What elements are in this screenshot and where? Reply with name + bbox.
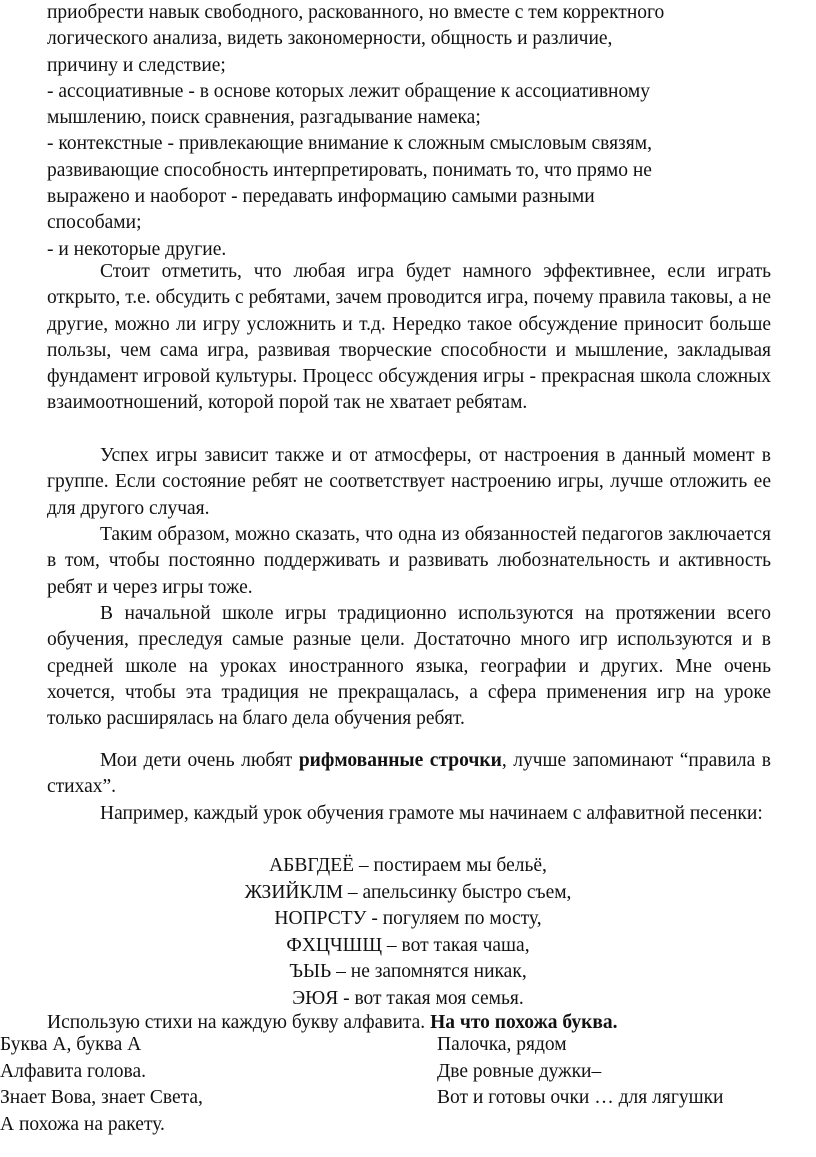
- alphabet-song: [0, 853, 816, 1013]
- poem-right-line: Палочка, рядом: [437, 1034, 567, 1055]
- poem-right-column: [437, 1032, 724, 1112]
- poem-right-line: Вот и готовы очки … для лягушки: [437, 1087, 724, 1108]
- list-line: выражено и наоборот - передавать информацию самыми разными: [47, 186, 595, 208]
- paragraph-alphabet-intro: Например, каждый урок обучения грамоте мы начинаем с алфавитной песенки:: [100, 803, 763, 824]
- list-line: - ассоциативные - в основе которых лежит обращение к ассоциативному: [47, 80, 650, 102]
- poem-left-line: Знает Вова, знает Света,: [0, 1087, 203, 1108]
- list-line: - контекстные - привлекающие внимание к сложным смысловым связям,: [47, 133, 652, 155]
- paragraph-open-play: Стоит отметить, что любая игра будет намного эффективнее, если играть открыто, т.е. обсудить с ребятами, зачем проводится игра, почему правила таковы, а не другие, можно ли игру усложнить и т.д. Нередко такое обсуждение приносит больше пользы, чем сама игра, развивая творческие способности и мышление, закладывая фундамент игровой культуры. Процесс обсуждения игры - прекрасная школа сложных взаимоотношений, которой порой так не хватает ребятам.: [47, 261, 771, 414]
- paragraph-conclusion: Таким образом, можно сказать, что одна из обязанностей педагогов заключается в том, чтобы постоянно поддерживать и развивать любознательность и активность ребят и через игры тоже.: [47, 524, 771, 598]
- list-line: - и некоторые другие.: [47, 238, 227, 260]
- list-block: [47, 0, 771, 263]
- rhymes-text-start: Мои дети очень любят: [100, 750, 299, 771]
- poem-left-column: [0, 1032, 203, 1138]
- poems-intro-bold: На что похожа буква.: [430, 1012, 618, 1033]
- rhymes-text-end: , лучше запоминают “правила в стихах”.: [47, 750, 771, 798]
- list-line: логического анализа, видеть закономерности, общность и различие,: [47, 28, 613, 50]
- list-line: развивающие способность интерпретировать, понимать то, что прямо не: [47, 159, 652, 181]
- song-line: ЖЗИЙКЛМ – апельсинку быстро съем,: [244, 881, 572, 903]
- list-line: способами;: [47, 212, 142, 234]
- list-line: мышлению, поиск сравнения, разгадывание намека;: [47, 107, 481, 129]
- song-line: АБВГДЕЁ – постираем мы бельё,: [269, 855, 547, 876]
- list-line: приобрести навык свободного, раскованного, но вместе с тем корректного: [47, 2, 665, 23]
- song-line: ЪЫЬ – не запомнятся никак,: [289, 961, 527, 983]
- paragraph-atmosphere: Успех игры зависит также и от атмосферы, от настроения в данный момент в группе. Если состояние ребят не соответствует настроению игры, лучше отложить ее для другого случая.: [47, 445, 771, 519]
- song-line: НОПРСТУ - погуляем по мосту,: [274, 908, 542, 930]
- poem-right-line: Две ровные дужки–: [437, 1060, 602, 1082]
- poem-left-line: А похожа на ракету.: [0, 1113, 165, 1135]
- paragraph-school-games: В начальной школе игры традиционно используются на протяжении всего обучения, преследуя самые разные цели. Достаточно много игр используются и в средней школе на уроках иностранного языка, географии и других. Мне очень хочется, чтобы эта традиция не прекращалась, а сфера применения игр на уроке только расширялась на благо дела обучения ребят.: [47, 603, 771, 730]
- poem-left-line: Алфавита голова.: [0, 1060, 147, 1082]
- song-line: ФХЦЧШЩ – вот такая чаша,: [286, 934, 530, 956]
- rhymes-bold-phrase: рифмованные строчки: [298, 750, 502, 771]
- paragraph-rhymes: [47, 748, 771, 801]
- poem-left-line: Буква А, буква А: [0, 1034, 142, 1055]
- list-line: причину и следствие;: [47, 54, 226, 76]
- poems-intro-text: Использую стихи на каждую букву алфавита.: [47, 1012, 431, 1033]
- song-line: ЭЮЯ - вот такая моя семья.: [292, 987, 524, 1009]
